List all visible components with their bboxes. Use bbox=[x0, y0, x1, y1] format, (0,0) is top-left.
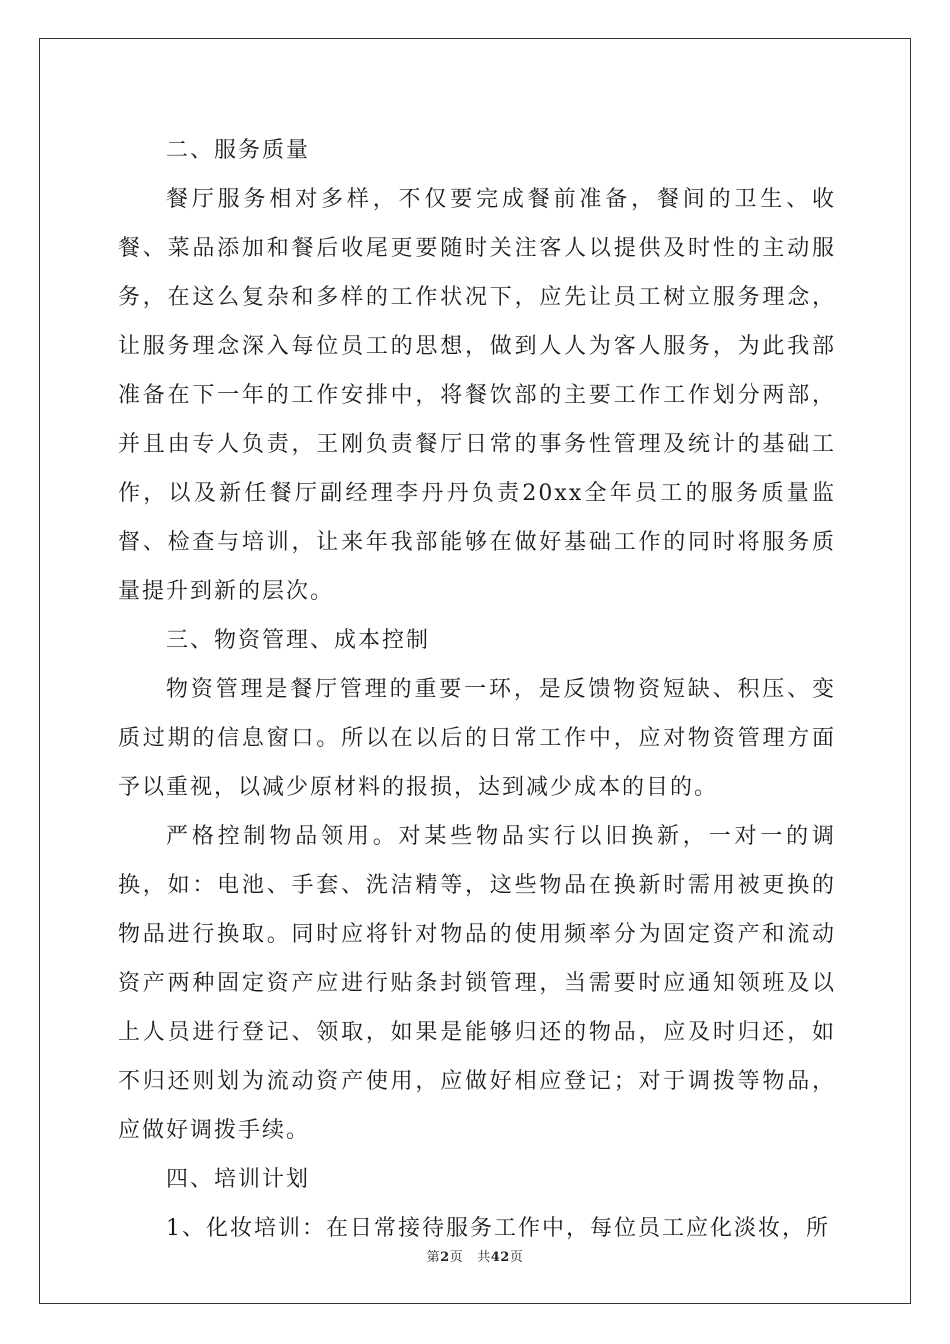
paragraph-item-control: 严格控制物品领用。对某些物品实行以旧换新，一对一的调换，如：电池、手套、洗洁精等，这些物品在换新时需用被更换的物品进行换取。同时应将针对物品的使用频率分为固定资产和流动资产两种固定资产应进行贴条封锁管理，当需要时应通知领班及以上人员进行登记、领取，如果是能够归还的物品，应及时归还，如不归还则划为流动资产使用，应做好相应登记；对于调拨等物品，应做好调拨手续。 bbox=[118, 824, 836, 1143]
document-body bbox=[118, 126, 836, 1253]
page-number: 2 bbox=[440, 1250, 450, 1265]
paragraph-service-quality: 餐厅服务相对多样，不仅要完成餐前准备，餐间的卫生、收餐、菜品添加和餐后收尾更要随时关注客人以提供及时性的主动服务，在这么复杂和多样的工作状况下，应先让员工树立服务理念，让服务理念深入每位员工的思想，做到人人为客人服务，为此我部准备在下一年的工作安排中，将餐饮部的主要工作工作划分两部，并且由专人负责，王刚负责餐厅日常的事务性管理及统计的基础工作，以及新任餐厅副经理李丹丹负责20xx全年员工的服务质量监督、检查与培训，让来年我部能够在做好基础工作的同时将服务质量提升到新的层次。 bbox=[118, 187, 836, 604]
paragraph-materials-management: 物资管理是餐厅管理的重要一环，是反馈物资短缺、积压、变质过期的信息窗口。所以在以后的日常工作中，应对物资管理方面予以重视，以减少原材料的报损，达到减少成本的目的。 bbox=[118, 677, 836, 800]
section-heading-service-quality: 二、服务质量 bbox=[166, 138, 311, 163]
page-prefix: 第 bbox=[426, 1250, 441, 1265]
total-prefix: 共 bbox=[477, 1250, 491, 1265]
total-pages: 42 bbox=[490, 1250, 510, 1265]
section-heading-materials-cost: 三、物资管理、成本控制 bbox=[166, 628, 431, 653]
section-heading-training-plan: 四、培训计划 bbox=[166, 1167, 311, 1192]
paragraph-makeup-training: 1、化妆培训：在日常接待服务工作中，每位员工应化淡妆，所 bbox=[166, 1216, 830, 1241]
page-footer bbox=[0, 1246, 950, 1265]
total-suffix: 页 bbox=[509, 1250, 524, 1265]
page-suffix: 页 bbox=[449, 1250, 464, 1265]
